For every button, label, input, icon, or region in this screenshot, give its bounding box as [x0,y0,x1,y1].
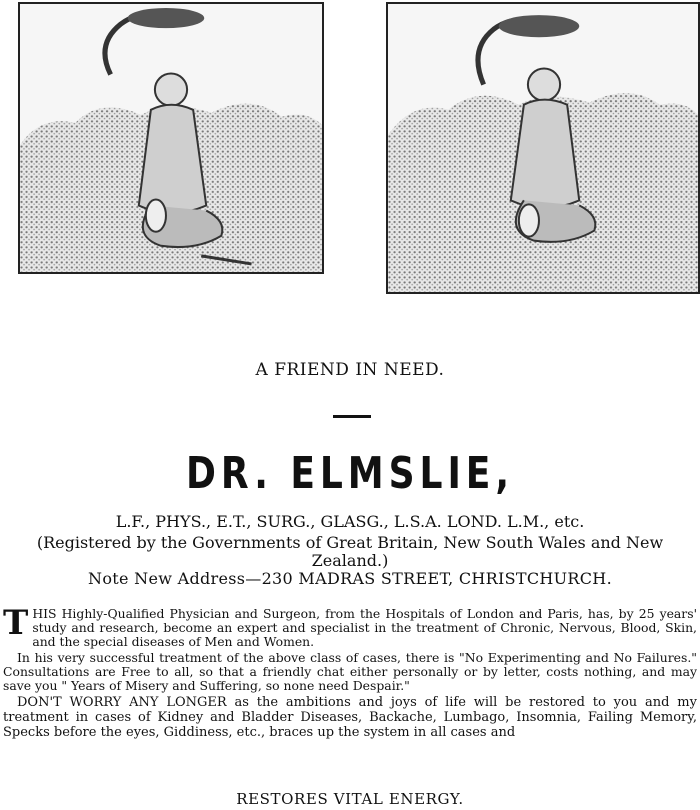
registration-note: (Registered by the Governments of Great Britain, New South Wales and New Zealand.) [36,533,664,570]
paragraph-intro [3,603,697,649]
tagline: A FRIEND IN NEED. [255,360,445,380]
paragraph-treatment: In his very successful treatment of the above class of cases, there is "No Experimenting and No Failures." Consultations are Free to all, so that a friendly chat either personally or by letter, costs nothing, and may save you " Years of Misery and Suffering, so none need Despair." [3,650,697,693]
paragraph-worry-text: as the ambitions and joys of life will be restored to you and my treatment in cases of Kidney and Bladder Diseases, Backache, Lumbago, Insomnia, Failing Memory, Specks before the eyes, Giddiness, etc., braces up the system in all cases and [3,695,697,740]
divider-rule [333,415,371,418]
paragraph-worry [3,695,697,740]
illustration-left [18,2,324,274]
drop-cap: T [3,603,29,643]
address-line: Note New Address—230 MADRAS STREET, CHRISTCHURCH. [88,569,612,588]
paragraph-worry-lead: DON'T WORRY ANY LONGER [17,695,227,710]
doctor-name: DR. ELMSLIE, [185,448,514,499]
paragraph-intro-text: HIS Highly-Qualified Physician and Surgeon, from the Hospitals of London and Paris, has, by 25 years' study and research, become an expert and specialist in the treatment of Chronic, Nervous, Blood, Skin, and the special diseases of Men and Women. [32,606,697,649]
illustration-right [386,2,700,294]
doctor-qualifications: L.F., PHYS., E.T., SURG., GLASG., L.S.A. LOND. L.M., etc. [115,512,585,531]
footer-headline: RESTORES VITAL ENERGY. [236,790,464,808]
